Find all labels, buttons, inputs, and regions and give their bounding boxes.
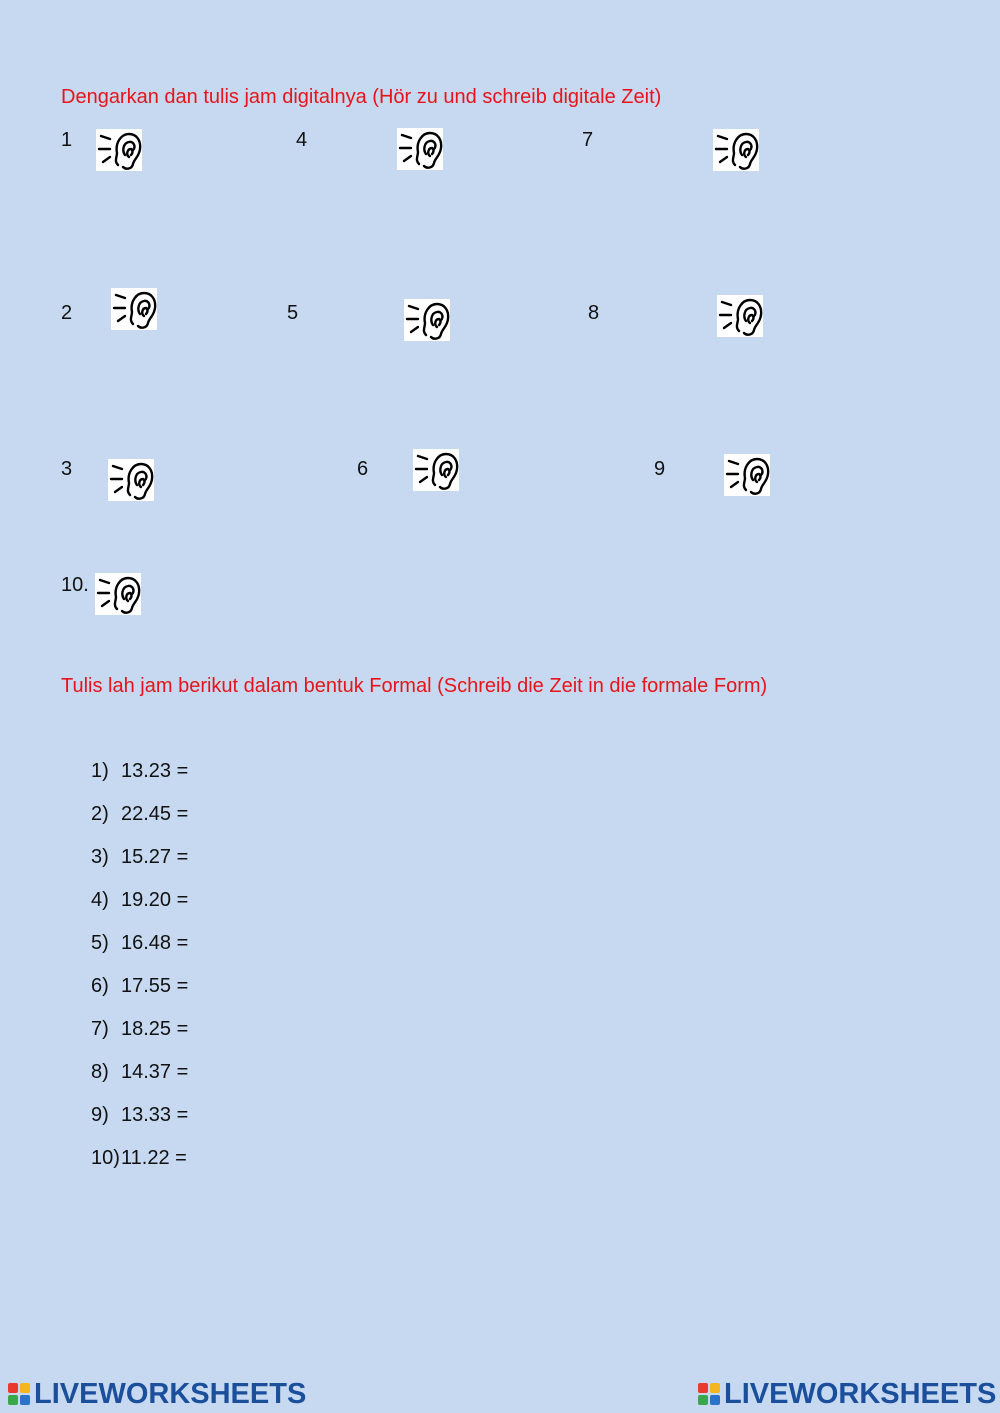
- ear-audio-icon[interactable]: [717, 295, 763, 337]
- list-item: [91, 1104, 311, 1130]
- item-number: 6: [357, 458, 369, 480]
- ear-audio-icon[interactable]: [108, 459, 154, 501]
- item-number: 10.: [61, 574, 89, 596]
- time-value: 19.20 =: [121, 889, 189, 911]
- item-number: 5: [287, 302, 299, 324]
- time-value: 15.27 =: [121, 846, 189, 868]
- list-index: 6): [91, 975, 109, 997]
- brand-name: LIVEWORKSHEETS: [724, 1377, 997, 1410]
- list-index: 5): [91, 932, 109, 954]
- list-item: [91, 1147, 311, 1173]
- list-item: [91, 803, 311, 829]
- time-value: 18.25 =: [121, 1018, 189, 1040]
- list-item: [91, 889, 311, 915]
- time-value: 14.37 =: [121, 1061, 189, 1083]
- list-index: 2): [91, 803, 109, 825]
- listening-heading: Dengarkan dan tulis jam digitalnya (Hör zu und schreib digitale Zeit): [61, 86, 662, 108]
- list-item: [91, 975, 311, 1001]
- ear-audio-icon[interactable]: [413, 449, 459, 491]
- brand-logo-right: [698, 1378, 996, 1410]
- ear-audio-icon[interactable]: [404, 299, 450, 341]
- item-number: 4: [296, 129, 308, 151]
- list-index: 9): [91, 1104, 109, 1126]
- ear-audio-icon[interactable]: [397, 128, 443, 170]
- item-number: 2: [61, 302, 73, 324]
- item-number: 3: [61, 458, 73, 480]
- item-number: 9: [654, 458, 666, 480]
- brand-logo-left: [8, 1378, 306, 1410]
- list-index: 4): [91, 889, 109, 911]
- ear-audio-icon[interactable]: [96, 129, 142, 171]
- list-item: [91, 846, 311, 872]
- time-value: 22.45 =: [121, 803, 189, 825]
- list-item: [91, 1018, 311, 1044]
- ear-audio-icon[interactable]: [713, 129, 759, 171]
- time-value: 16.48 =: [121, 932, 189, 954]
- liveworksheets-logo-icon: [8, 1383, 30, 1405]
- ear-audio-icon[interactable]: [724, 454, 770, 496]
- list-index: 1): [91, 760, 109, 782]
- item-number: 7: [582, 129, 594, 151]
- list-item: [91, 760, 311, 786]
- brand-name: LIVEWORKSHEETS: [34, 1377, 307, 1410]
- liveworksheets-logo-icon: [698, 1383, 720, 1405]
- ear-audio-icon[interactable]: [95, 573, 141, 615]
- list-item: [91, 1061, 311, 1087]
- list-index: 7): [91, 1018, 109, 1040]
- formal-heading: Tulis lah jam berikut dalam bentuk Formal (Schreib die Zeit in die formale Form): [61, 675, 768, 697]
- time-value: 11.22 =: [121, 1147, 187, 1169]
- list-index: 3): [91, 846, 109, 868]
- time-value: 13.33 =: [121, 1104, 189, 1126]
- time-value: 17.55 =: [121, 975, 189, 997]
- list-item: [91, 932, 311, 958]
- list-index: 10): [91, 1147, 120, 1169]
- time-value: 13.23 =: [121, 760, 189, 782]
- ear-audio-icon[interactable]: [111, 288, 157, 330]
- item-number: 8: [588, 302, 600, 324]
- item-number: 1: [61, 129, 73, 151]
- list-index: 8): [91, 1061, 109, 1083]
